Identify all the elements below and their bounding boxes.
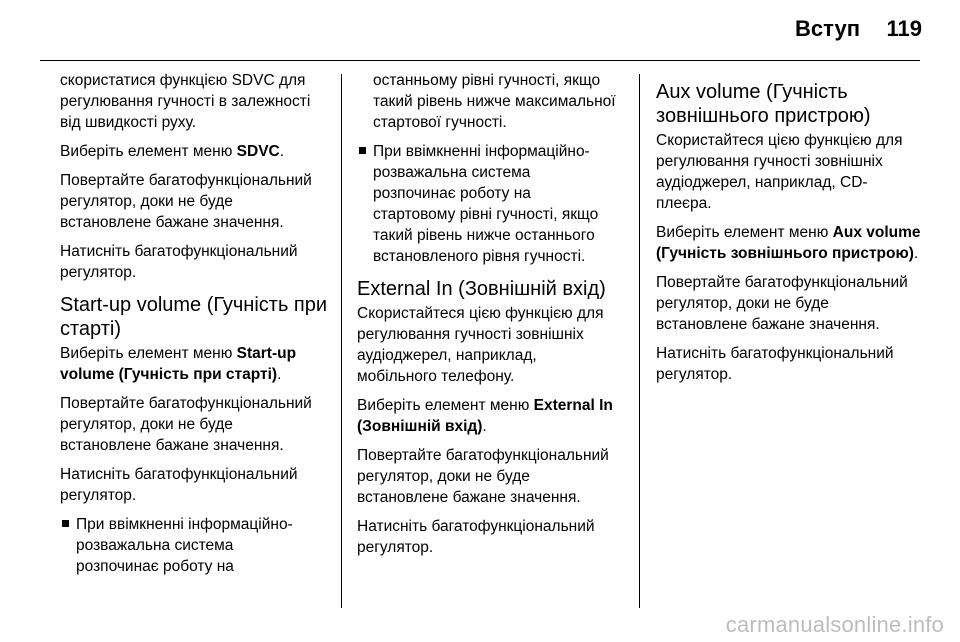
text-line: останньому рівні гучності, якщо (373, 72, 601, 89)
text-line: стартової гучності. (373, 114, 507, 131)
section-heading (357, 277, 633, 301)
text-line: регулятор. (60, 487, 137, 504)
paragraph (60, 464, 330, 506)
heading-line: Start-up volume (Гучність при (60, 294, 328, 316)
column-3 (656, 70, 926, 393)
column-2 (357, 70, 633, 566)
menu-instruction: Виберіть елемент меню (357, 397, 534, 414)
text-line: регулятор, доки не буде (357, 468, 530, 485)
text-line (656, 222, 926, 243)
text-line: аудіоджерел, наприклад, CD- (656, 174, 868, 191)
menu-item-name: Start-up (236, 345, 297, 362)
text-line: Повертайте багатофункціональний (60, 172, 312, 189)
text-line: встановлене бажане значення. (656, 316, 880, 333)
menu-item-name: Aux volume (832, 224, 921, 241)
text-line: регулювання гучності зовнішніх (357, 326, 584, 343)
column-divider-1 (341, 74, 342, 608)
text-line: встановленого рівня гучності. (373, 248, 586, 265)
text-line: Натисніть багатофункціональний (60, 243, 298, 260)
paragraph (357, 445, 633, 508)
text-line: При ввімкненні інформаційно- (373, 143, 590, 160)
text-line: регулятор, доки не буде (60, 193, 233, 210)
text-line (60, 343, 330, 364)
bullet-square-icon (359, 147, 366, 154)
menu-item-name: External In (533, 397, 613, 414)
heading-line: External In (Зовнішній вхід) (357, 278, 606, 300)
watermark: carmanualsonline.info (725, 612, 944, 637)
text-line: Натисніть багатофункціональний (60, 466, 298, 483)
column-divider-2 (639, 74, 640, 608)
text-line: Натисніть багатофункціональний (357, 518, 595, 535)
bullet-item (357, 141, 633, 267)
text-line (656, 243, 926, 264)
punctuation: . (279, 143, 285, 160)
paragraph (656, 222, 926, 264)
text-line: При ввімкненні інформаційно- (76, 516, 293, 533)
text-line: Скористайтеся цією функцією для (656, 132, 903, 149)
text-line: плеєра. (656, 195, 712, 212)
text-line: регулювання гучності в залежності (60, 93, 311, 110)
text-line: регулятор, доки не буде (60, 416, 233, 433)
page-header-title: Вступ (795, 16, 860, 41)
text-line: регулятор. (357, 539, 434, 556)
text-line: встановлене бажане значення. (357, 489, 581, 506)
text-line: регулювання гучності зовнішніх (656, 153, 883, 170)
text-line: Повертайте багатофункціональний (60, 395, 312, 412)
section-heading (656, 80, 926, 128)
text-line: розпочинає роботу на (76, 558, 234, 575)
column-1 (60, 70, 330, 585)
text-line: регулятор. (60, 264, 137, 281)
punctuation: . (277, 366, 282, 383)
paragraph (656, 272, 926, 335)
text-line: регулятор. (656, 366, 733, 383)
text-line: регулятор, доки не буде (656, 295, 829, 312)
header-rule (40, 60, 920, 61)
text-line: Натисніть багатофункціональний (656, 345, 894, 362)
text-line: такий рівень нижче останнього (373, 227, 595, 244)
menu-item-name: volume (Гучність при старті) (60, 366, 278, 383)
punctuation: . (482, 418, 487, 435)
section-heading (60, 293, 330, 341)
heading-line: зовнішнього пристрою) (656, 105, 871, 127)
paragraph (656, 130, 926, 214)
heading-line: Aux volume (Гучність (656, 81, 848, 103)
text-line: від швидкості руху. (60, 114, 197, 131)
text-line: встановлене бажане значення. (60, 214, 284, 231)
paragraph (60, 241, 330, 283)
text-line: встановлене бажане значення. (60, 437, 284, 454)
menu-item-name: SDVC (236, 143, 280, 160)
text-line (60, 364, 330, 385)
text-line: Повертайте багатофункціональний (357, 447, 609, 464)
bullet-item (60, 514, 330, 577)
paragraph (60, 170, 330, 233)
text-line: розважальна система (373, 164, 531, 181)
menu-item-name: (Гучність зовнішнього пристрою) (656, 245, 914, 262)
text-line: стартовому рівні гучності, якщо (373, 206, 599, 223)
paragraph (60, 141, 330, 162)
paragraph (357, 303, 633, 387)
menu-instruction: Виберіть елемент меню (60, 345, 237, 362)
text-line: мобільного телефону. (357, 368, 515, 385)
page-number: 119 (886, 16, 922, 41)
paragraph (60, 393, 330, 456)
text-line: Скористайтеся цією функцією для (357, 305, 604, 322)
menu-instruction: Виберіть елемент меню (60, 143, 237, 160)
punctuation: . (913, 245, 919, 262)
paragraph (357, 395, 633, 437)
bullet-square-icon (62, 520, 69, 527)
menu-item-name: (Зовнішній вхід) (357, 418, 483, 435)
paragraph (60, 343, 330, 385)
text-line: такий рівень нижче максимальної (373, 93, 616, 110)
text-line (357, 395, 633, 416)
text-line: Повертайте багатофункціональний (656, 274, 908, 291)
paragraph (357, 516, 633, 558)
text-line: скористатися функцією SDVC для (60, 72, 306, 89)
text-line: розпочинає роботу на (373, 185, 531, 202)
text-line (357, 416, 633, 437)
paragraph (357, 70, 633, 133)
text-line: розважальна система (76, 537, 234, 554)
paragraph (60, 70, 330, 133)
paragraph (656, 343, 926, 385)
text-line: аудіоджерел, наприклад, (357, 347, 537, 364)
menu-instruction: Виберіть елемент меню (656, 224, 833, 241)
heading-line: старті) (60, 318, 122, 340)
